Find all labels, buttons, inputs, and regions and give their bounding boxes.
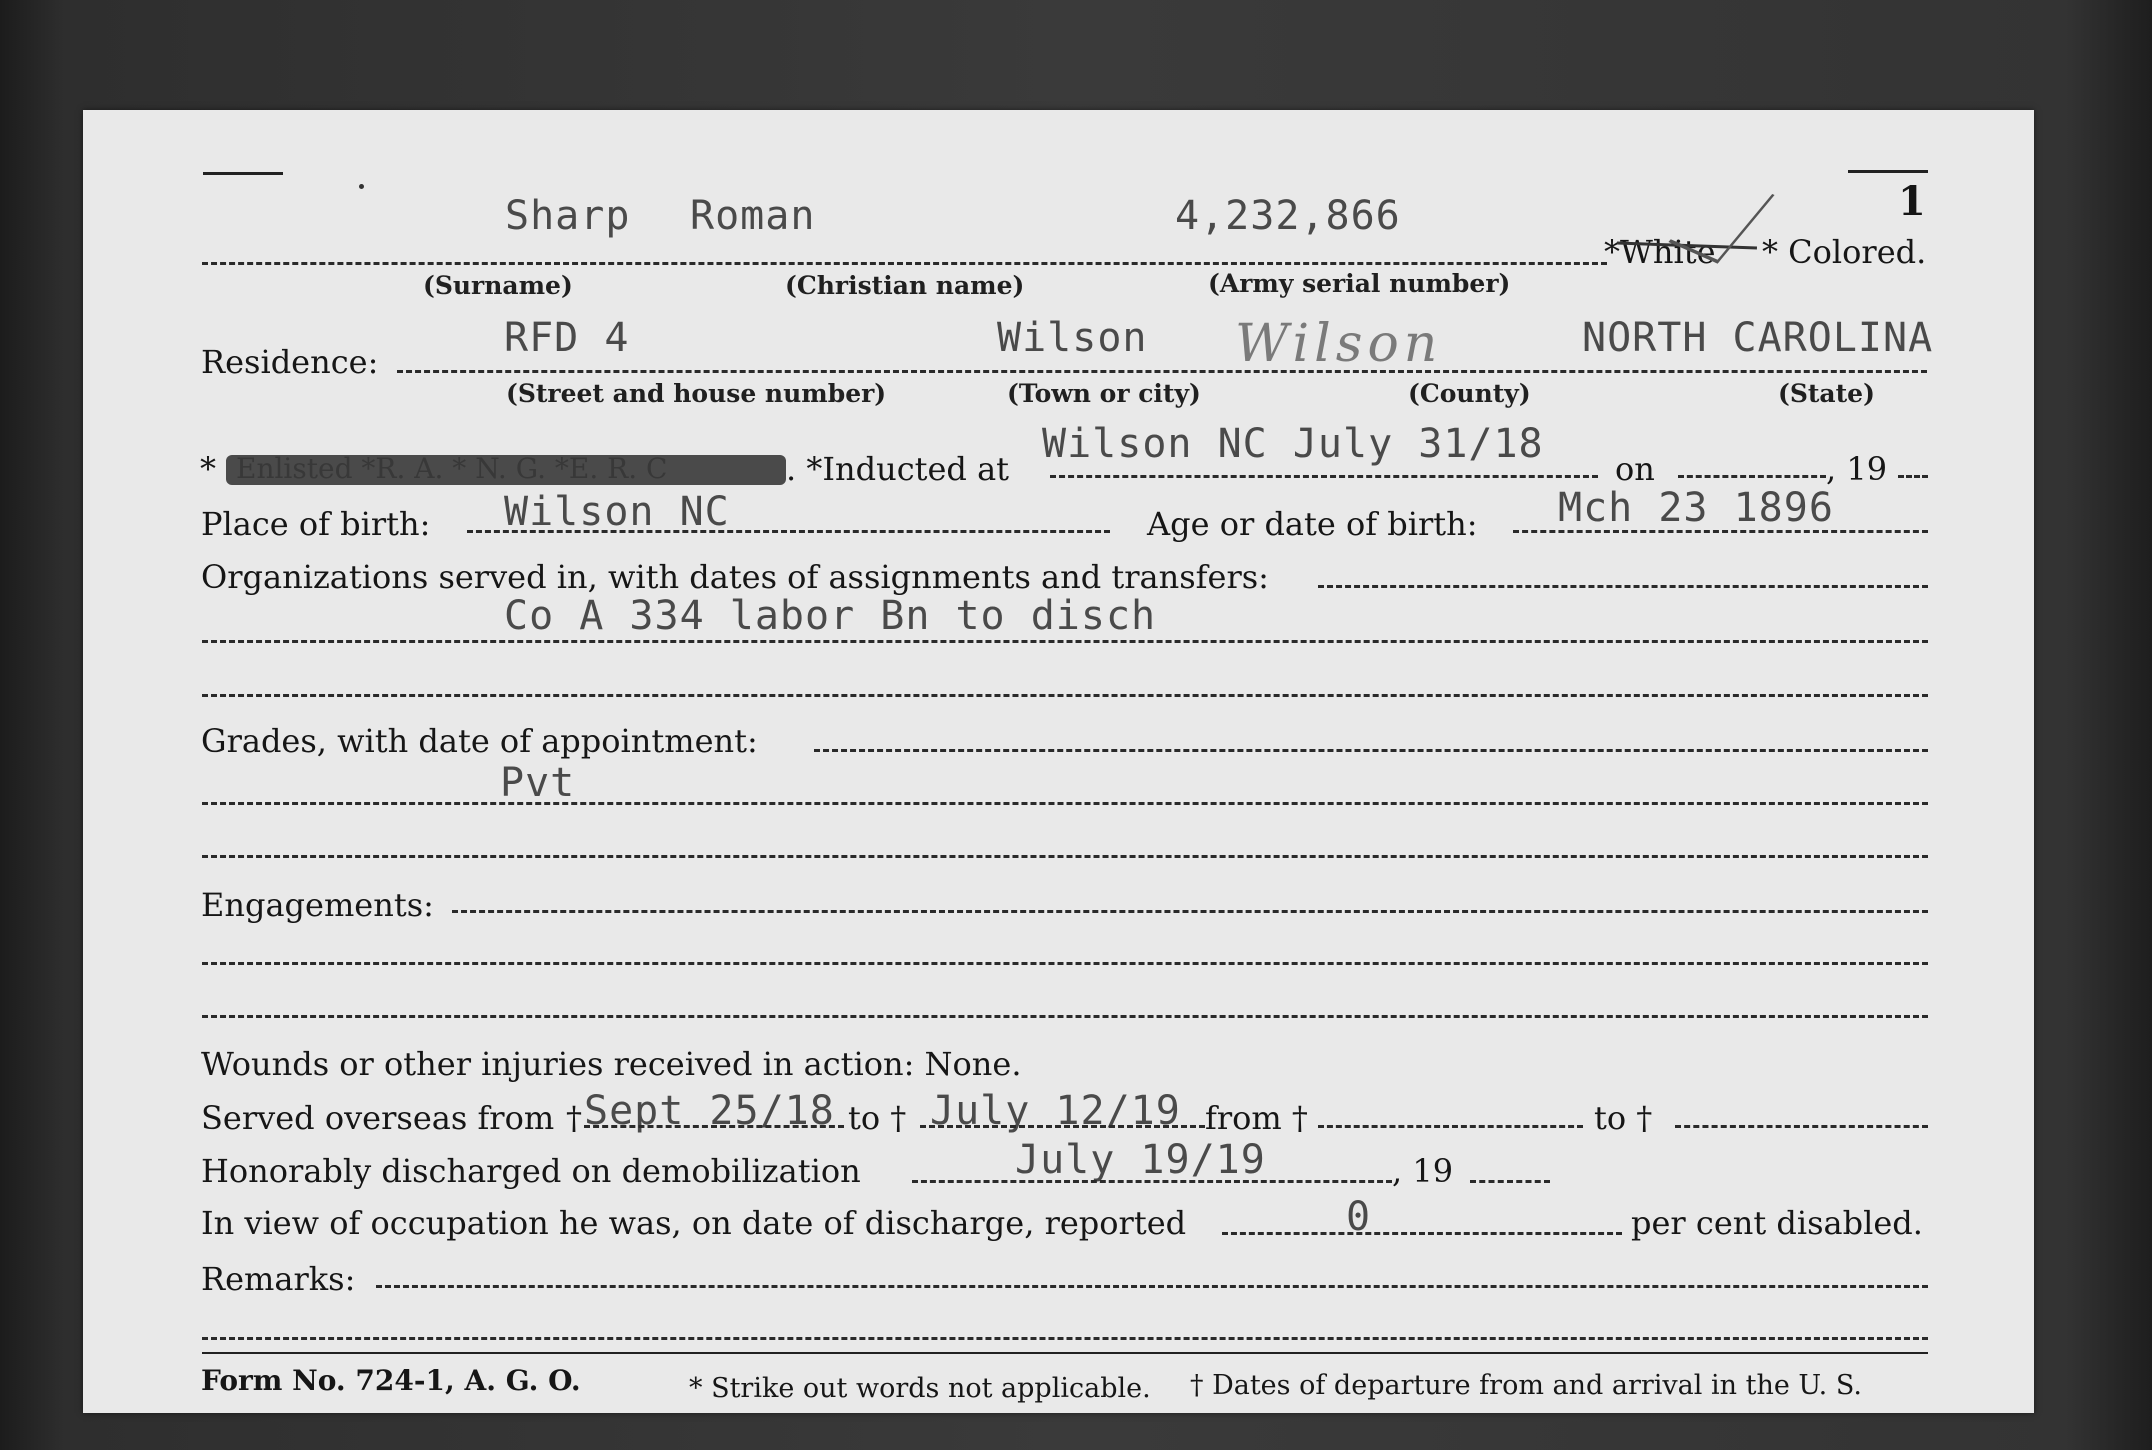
remarks-line-2	[202, 1337, 1928, 1340]
town-caption: (Town or city)	[1007, 379, 1201, 408]
christian-name-value: Roman	[690, 193, 816, 239]
overseas-from-value: Sept 25/18	[584, 1088, 835, 1134]
grades-line-3	[202, 855, 1928, 858]
residence-label: Residence:	[201, 343, 379, 381]
race-colored-option: * Colored.	[1762, 233, 1927, 271]
form-number: Form No. 724-1, A. G. O.	[201, 1364, 581, 1397]
surname-caption: (Surname)	[423, 271, 573, 300]
overseas-to-line	[920, 1125, 1205, 1128]
name-line	[202, 262, 1607, 265]
engagements-line-2	[202, 962, 1928, 965]
inducted-value: Wilson NC July 31/18	[1042, 421, 1544, 467]
discharge-label: Honorably discharged on demobilization	[201, 1152, 861, 1190]
on-line	[1678, 475, 1826, 478]
age-value: Mch 23 1896	[1558, 485, 1834, 531]
overseas-dagger: †	[566, 1099, 582, 1137]
serial-number-value: 4,232,866	[1175, 193, 1401, 239]
footer-rule	[202, 1352, 1928, 1354]
overseas-from2-line	[1318, 1125, 1583, 1128]
county-caption: (County)	[1408, 379, 1531, 408]
residence-line	[397, 370, 1927, 373]
age-line	[1513, 530, 1928, 533]
remarks-label: Remarks:	[201, 1260, 356, 1298]
discharge-year-line	[1470, 1180, 1550, 1183]
dates-note: † Dates of departure from and arrival in the U. S.	[1190, 1370, 1862, 1401]
place-of-birth-label: Place of birth:	[201, 505, 431, 543]
ink-dot	[359, 184, 364, 189]
grades-label: Grades, with date of appointment:	[201, 722, 758, 760]
state-caption: (State)	[1778, 379, 1875, 408]
disability-label: In view of occupation he was, on date of discharge, reported	[201, 1204, 1187, 1242]
card-number: 1	[1898, 178, 1926, 225]
organizations-value: Co A 334 labor Bn to disch	[504, 593, 1157, 639]
overseas-to2-label: to †	[1594, 1099, 1653, 1137]
organizations-line-1	[1318, 585, 1928, 588]
christian-name-caption: (Christian name)	[785, 271, 1025, 300]
grades-value: Pvt	[500, 760, 576, 806]
grades-line-1	[814, 749, 1928, 752]
organizations-line-3	[202, 694, 1928, 697]
overseas-to2-line	[1675, 1125, 1928, 1128]
disability-suffix: per cent disabled.	[1631, 1204, 1923, 1242]
discharge-value: July 19/19	[1015, 1137, 1266, 1183]
race-white-option: *White	[1604, 233, 1716, 271]
surname-value: Sharp	[505, 193, 631, 239]
street-value: RFD 4	[504, 315, 630, 361]
discharge-line	[912, 1180, 1392, 1183]
organizations-label: Organizations served in, with dates of assignments and transfers:	[201, 558, 1269, 596]
town-value: Wilson	[997, 315, 1148, 361]
induction-year-line	[1898, 475, 1928, 478]
struck-enlistment-text: Enlisted *R. A. * N. G. *E. R. C	[236, 452, 668, 485]
overseas-label: Served overseas from	[201, 1099, 555, 1137]
serial-number-caption: (Army serial number)	[1208, 269, 1511, 298]
state-value: NORTH CAROLINA	[1582, 315, 1934, 361]
induction-year-label: , 19	[1826, 450, 1888, 488]
street-caption: (Street and house number)	[506, 379, 887, 408]
grades-line-2	[202, 802, 1928, 805]
organizations-line-2	[202, 640, 1928, 643]
engagements-line-1	[452, 910, 1928, 913]
wounds-label: Wounds or other injuries received in action: None.	[201, 1045, 1022, 1083]
disability-value: 0	[1346, 1194, 1372, 1240]
top-left-rule	[203, 172, 283, 175]
overseas-from-line	[584, 1125, 844, 1128]
overseas-to-value: July 12/19	[930, 1088, 1181, 1134]
overseas-to-label: to †	[848, 1099, 907, 1137]
place-of-birth-value: Wilson NC	[504, 489, 730, 535]
strike-out-note: * Strike out words not applicable.	[689, 1373, 1151, 1404]
disability-line	[1222, 1232, 1622, 1235]
inducted-label: . *Inducted at	[786, 450, 1009, 488]
remarks-line-1	[376, 1285, 1928, 1288]
age-label: Age or date of birth:	[1147, 505, 1478, 543]
top-right-rule	[1848, 170, 1928, 173]
place-of-birth-line	[467, 530, 1110, 533]
engagements-line-3	[202, 1015, 1928, 1018]
county-value: Wilson	[1235, 314, 1443, 374]
inducted-line	[1050, 475, 1598, 478]
induction-prefix: *	[200, 450, 216, 488]
discharge-year-label: , 19	[1392, 1152, 1454, 1190]
on-label: on	[1615, 450, 1655, 488]
engagements-label: Engagements:	[201, 886, 434, 924]
overseas-from2-label: from †	[1205, 1099, 1308, 1137]
